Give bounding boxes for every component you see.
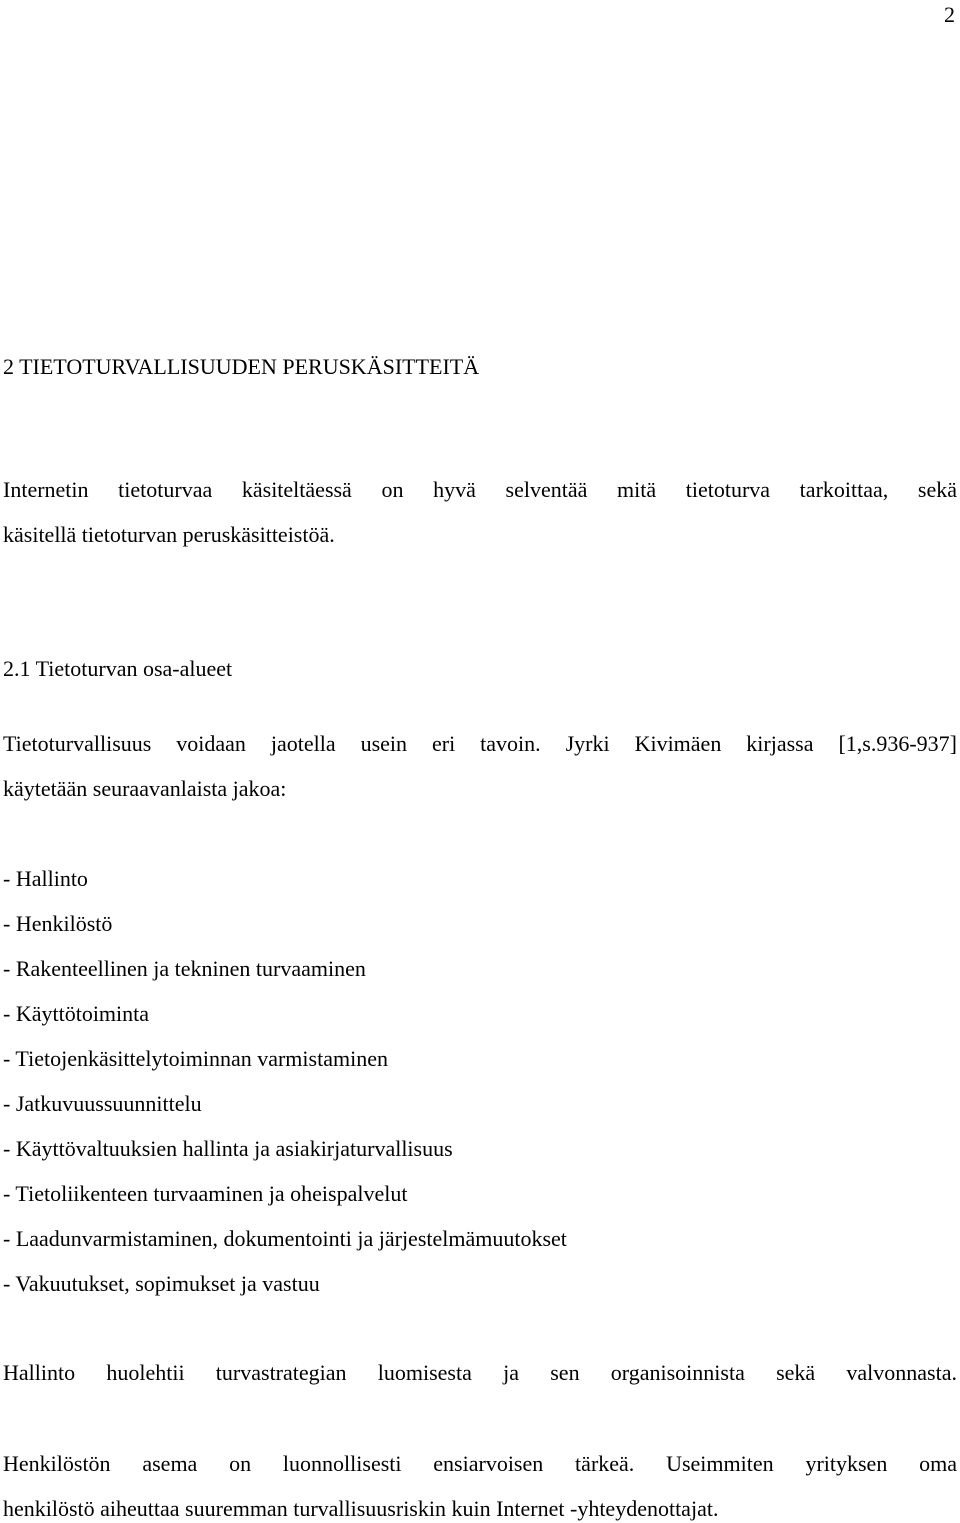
paragraph-hallinto: Hallinto huolehtii turvastrategian luomisesta ja sen organisoinnista sekä valvonnasta. xyxy=(3,1360,957,1385)
paragraph-henkilosto-line-1: Henkilöstön asema on luonnollisesti ensiarvoisen tärkeä. Useimmiten yrityksen oma xyxy=(3,1451,957,1476)
list-item: - Hallinto xyxy=(3,866,88,891)
list-item: - Rakenteellinen ja tekninen turvaaminen xyxy=(3,956,366,981)
list-item: - Vakuutukset, sopimukset ja vastuu xyxy=(3,1271,320,1296)
list-item: - Tietoliikenteen turvaaminen ja oheispalvelut xyxy=(3,1181,408,1206)
section-intro-line-2: käytetään seuraavanlaista jakoa: xyxy=(3,776,287,801)
security-areas-list xyxy=(3,866,567,1316)
list-item: - Henkilöstö xyxy=(3,911,113,936)
list-item: - Käyttötoiminta xyxy=(3,1001,150,1026)
intro-line-2: käsitellä tietoturvan peruskäsitteistöä. xyxy=(3,522,335,547)
list-item: - Laadunvarmistaminen, dokumentointi ja järjestelmämuutokset xyxy=(3,1226,567,1251)
list-item: - Tietojenkäsittelytoiminnan varmistaminen xyxy=(3,1046,388,1071)
section-intro-line-1: Tietoturvallisuus voidaan jaotella usein eri tavoin. Jyrki Kivimäen kirjassa [1,s.936-937] xyxy=(3,731,957,756)
paragraph-henkilosto-line-2: henkilöstö aiheuttaa suuremman turvallisuusriskin kuin Internet -yhteydenottajat. xyxy=(3,1496,719,1521)
intro-line-1: Internetin tietoturvaa käsiteltäessä on hyvä selventää mitä tietoturva tarkoittaa, sekä xyxy=(3,477,957,502)
list-item: - Käyttövaltuuksien hallinta ja asiakirjaturvallisuus xyxy=(3,1136,453,1161)
chapter-heading: 2 TIETOTURVALLISUUDEN PERUSKÄSITTEITÄ xyxy=(3,354,480,379)
section-heading: 2.1 Tietoturvan osa-alueet xyxy=(3,656,233,681)
list-item: - Jatkuvuussuunnittelu xyxy=(3,1091,202,1116)
page-number: 2 xyxy=(944,2,955,27)
